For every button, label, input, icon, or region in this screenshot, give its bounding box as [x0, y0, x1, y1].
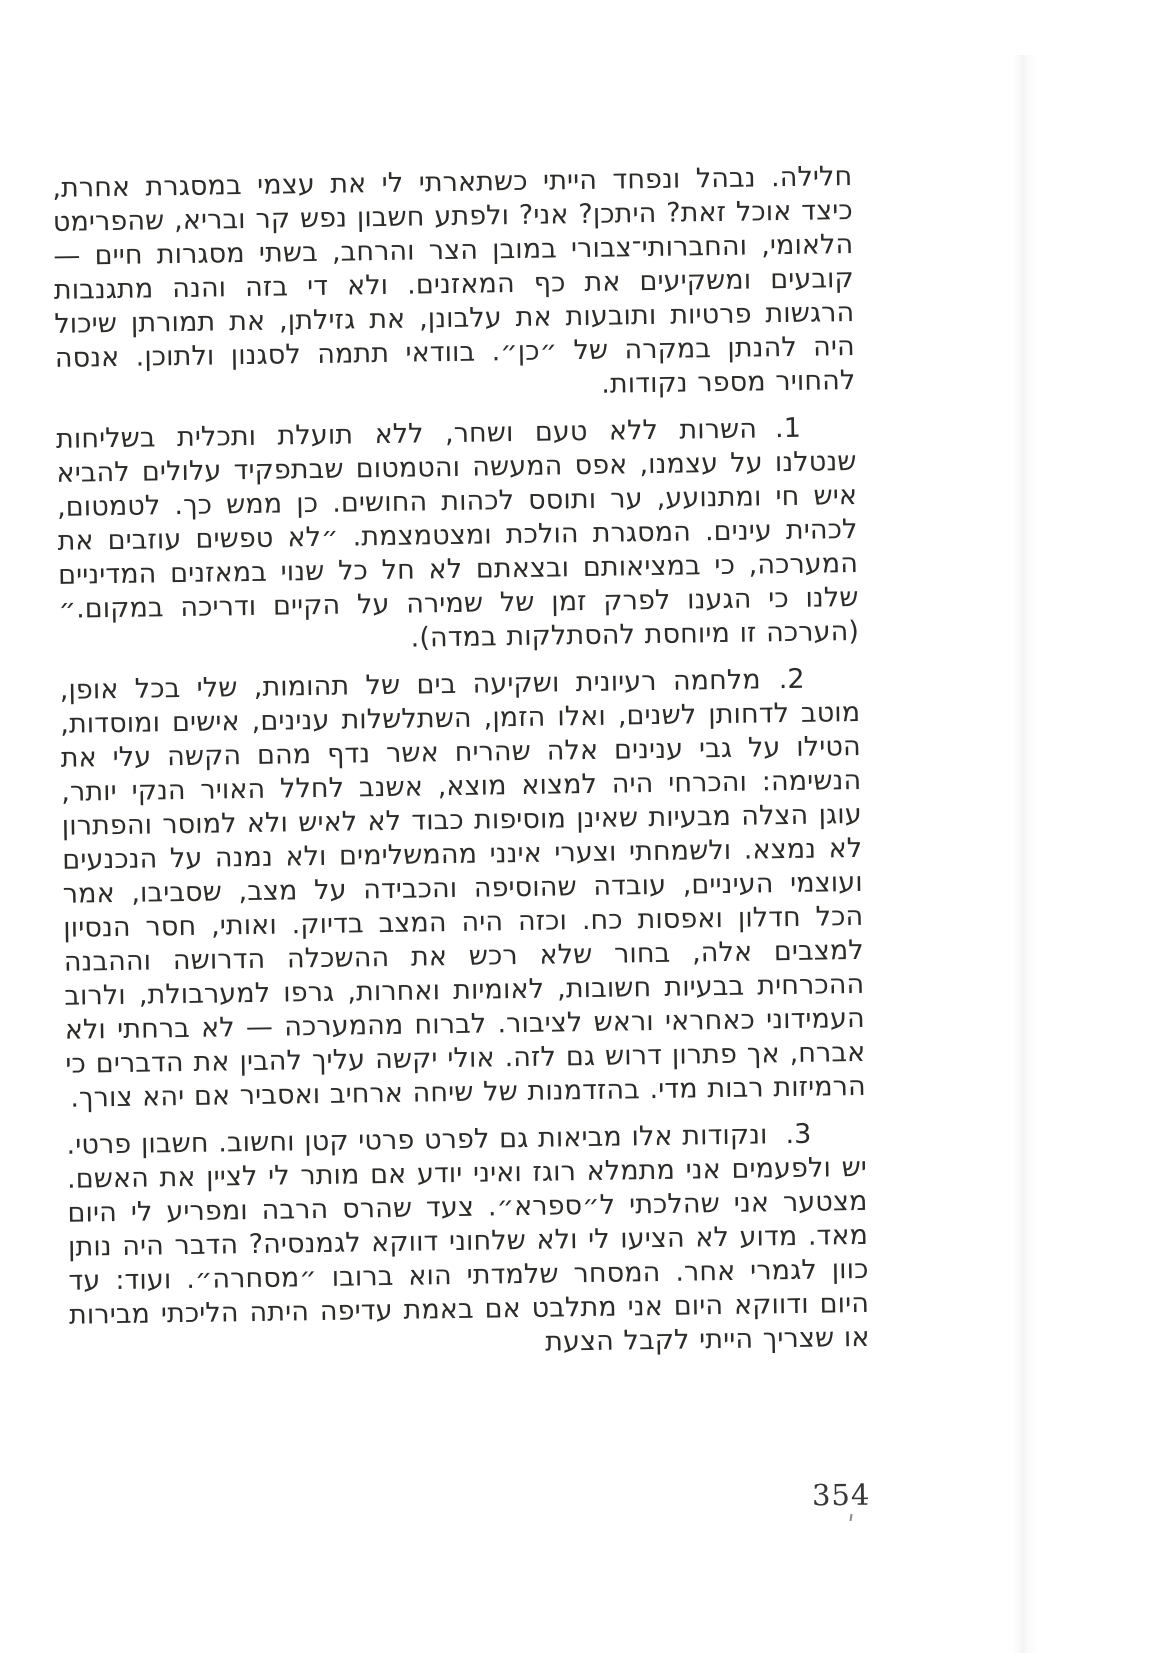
scan-edge-artifact	[1012, 55, 1038, 1653]
paragraph-2	[60, 662, 866, 1116]
paragraph-3	[66, 1117, 869, 1367]
paragraph-3-number: 3.	[785, 1118, 812, 1151]
paragraph-1-text: השרות ללא טעם ושחר, ללא תועלת ותכלית בשליחות שנטלנו על עצמנו, אפס המעשה והטמטום שבתפקיד עלולים להביא איש חי ומתנועע, ער ותוסס לכהות החושים. כן ממש כך. לטמטום, לכהית עינים. המסגרת הולכת ומצטמצמת. ״לא טפשים עוזבים את המערכה, כי במציאותם ובצאתם לא חל כל שנוי במאזנים המדיניים שלנו כי הגענו לפרק זמן של שמירה על הקיים ודריכה במקום.״ (הערכה זו מיוחסת להסתלקות במדה).	[55, 413, 860, 654]
text-block	[52, 160, 870, 1380]
paragraph-2-text: מלחמה רעיונית ושקיעה בים של תהומות, שלי בכל אופן, מוטב לדחותן לשנים, ואלו הזמן, השתלשלות ענינים, אישים ומוסדות, הטילו על גבי ענינים אלה שהריח אשר נדף מהם הקשה עלי את הנשימה: והכרחי היה למצוא מוצא, אשנב לחלל האויר הנקי יותר, עוגן הצלה מבעיות שאינן מוסיפות כבוד לא לאיש ולא למוסר והפתרון לא נמצא. ולשמחתי וצערי אינני מהמשלימים ולא נמנה על הנכנעים ועוצמי העיניים, עובדה שהוסיפה והכבידה על מצב, שסביבו, אמר הכל חדלון ואפסות כח. וכזה היה המצב בדיוק. ואותי, חסר הנסיון למצבים אלה, בחור שלא רכש את ההשכלה הדרושה וההבנה ההכרחית בבעיות חשובות, לאומיות ואחרות, גרפו למערבולת, ולרוב העמידוני כאחראי וראש לציבור. לברוח מהמערכה — לא ברחתי ולא אברח, אך פתרון דרוש גם לזה. אולי יקשה עליך להבין את הדברים כי הרמיזות רבות מדי. בהזדמנות של שיחה ארחיב ואסביר אם יהא צורך.	[59, 664, 866, 1114]
paragraph-3-text: ונקודות אלו מביאות גם לפרט פרטי קטן וחשוב. חשבון פרטי. יש ולפעמים אני מתמלא רוגז ואיני יודע אם מותר לי לציין את האשם. מצטער אני שהלכתי ל״ספרא״. צעד שהרס הרבה ומפריע לי היום מאד. מדוע לא הציעו לי ולא שלחוני דווקא לגמנסיה? הדבר היה נותן כוון לגמרי אחר. המסחר שלמדתי הוא ברובו ״מסחרה״. ועוד: עד היום ודווקא היום אני מתלבט אם באמת עדיפה היתה הליכתי מבירות או שצריך הייתי לקבל הצעת	[66, 1119, 870, 1358]
paragraph-1-number: 1.	[774, 412, 802, 445]
page-number: 354	[811, 1477, 871, 1513]
paragraph-2-number: 2.	[778, 663, 805, 696]
scan-speck	[850, 1514, 853, 1521]
paragraph-1	[56, 411, 859, 661]
paragraph-continuation: חלילה. נבהל ונפחד הייתי כשתארתי לי את עצמי במסגרת אחרת, כיצד אוכל זאת? היתכן? אני? ולפתע חשבון נפש קר ובריא, שהפרימט הלאומי, והחברותי־צבורי במובן הצר והרחב, בשתי מסגרות חיים — קובעים ומשקיעים את כף המאזנים. ולא די בזה והנה מתגנבות הרגשות פרטיות ותובעות את עלבונן, את גזילתן, את תמורתן שיכול היה להנתן במקרה של ״כן״. בוודאי תתמה לסגנון ולתוכן. אנסה להחויר מספר נקודות.	[52, 160, 856, 400]
